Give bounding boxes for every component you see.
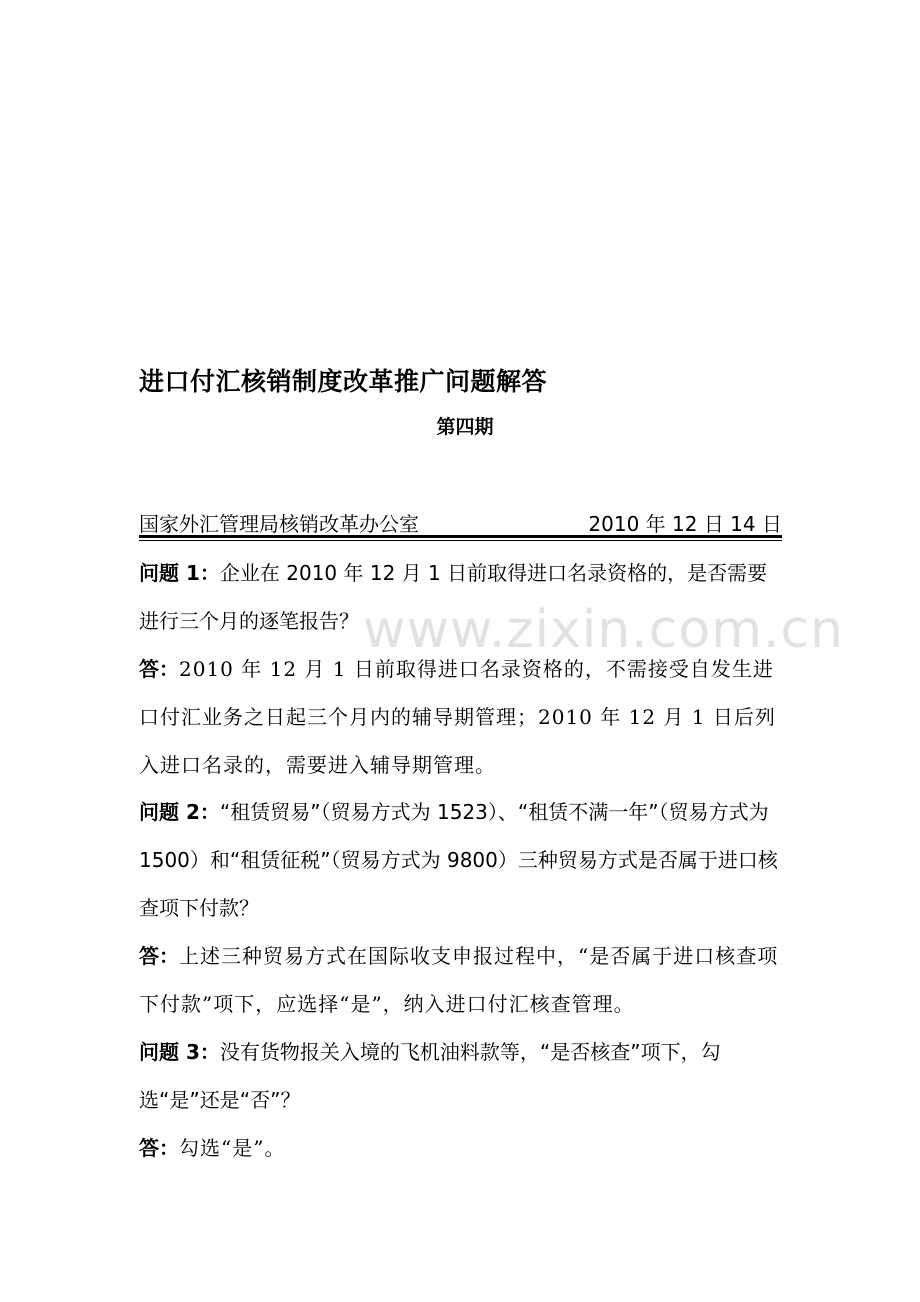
- header-rule-thick: [139, 535, 782, 538]
- answer-text: 上述三种贸易方式在国际收支申报过程中，“是否属于进口核查项下付款”项下，应选择“是”，纳入进口付汇核查管理。: [139, 944, 779, 1016]
- question-label: 问题 2：: [139, 800, 220, 824]
- issuing-office: 国家外汇管理局核销改革办公室: [139, 512, 419, 536]
- answer-3: [139, 1124, 784, 1172]
- answer-2: [139, 932, 784, 1028]
- question-text: 没有货物报关入境的飞机油料款等，“是否核查”项下，勾选“是”还是“否”？: [139, 1040, 721, 1112]
- issue-date: 2010 年 12 日 14 日: [588, 512, 782, 536]
- question-text: 企业在 2010 年 12 月 1 日前取得进口名录资格的，是否需要进行三个月的逐笔报告？: [139, 561, 768, 633]
- answer-1: [139, 645, 784, 789]
- question-1: [139, 549, 784, 645]
- document-title: 进口付汇核销制度改革推广问题解答: [139, 367, 548, 396]
- question-3: [139, 1028, 784, 1124]
- answer-label: 答：: [139, 657, 179, 681]
- issue-number: 第四期: [436, 416, 494, 438]
- answer-label: 答：: [139, 1136, 179, 1160]
- question-label: 问题 3：: [139, 1040, 220, 1064]
- header-rule-thin: [139, 540, 782, 541]
- document-header: [139, 508, 782, 538]
- question-label: 问题 1：: [139, 561, 220, 585]
- answer-text: 2010 年 12 月 1 日前取得进口名录资格的，不需接受自发生进口付汇业务之日起三个月内的辅导期管理；2010 年 12 月 1 日后列入进口名录的，需要进入辅导期管理。: [139, 657, 776, 777]
- question-text: “租赁贸易”（贸易方式为 1523）、“租赁不满一年”（贸易方式为 1500）和“租赁征税”（贸易方式为 9800）三种贸易方式是否属于进口核查项下付款？: [139, 800, 778, 920]
- answer-text: 勾选“是”。: [179, 1136, 286, 1160]
- question-2: [139, 788, 784, 932]
- watermark: www.zixin.com.cn: [363, 600, 844, 660]
- answer-label: 答：: [139, 944, 179, 968]
